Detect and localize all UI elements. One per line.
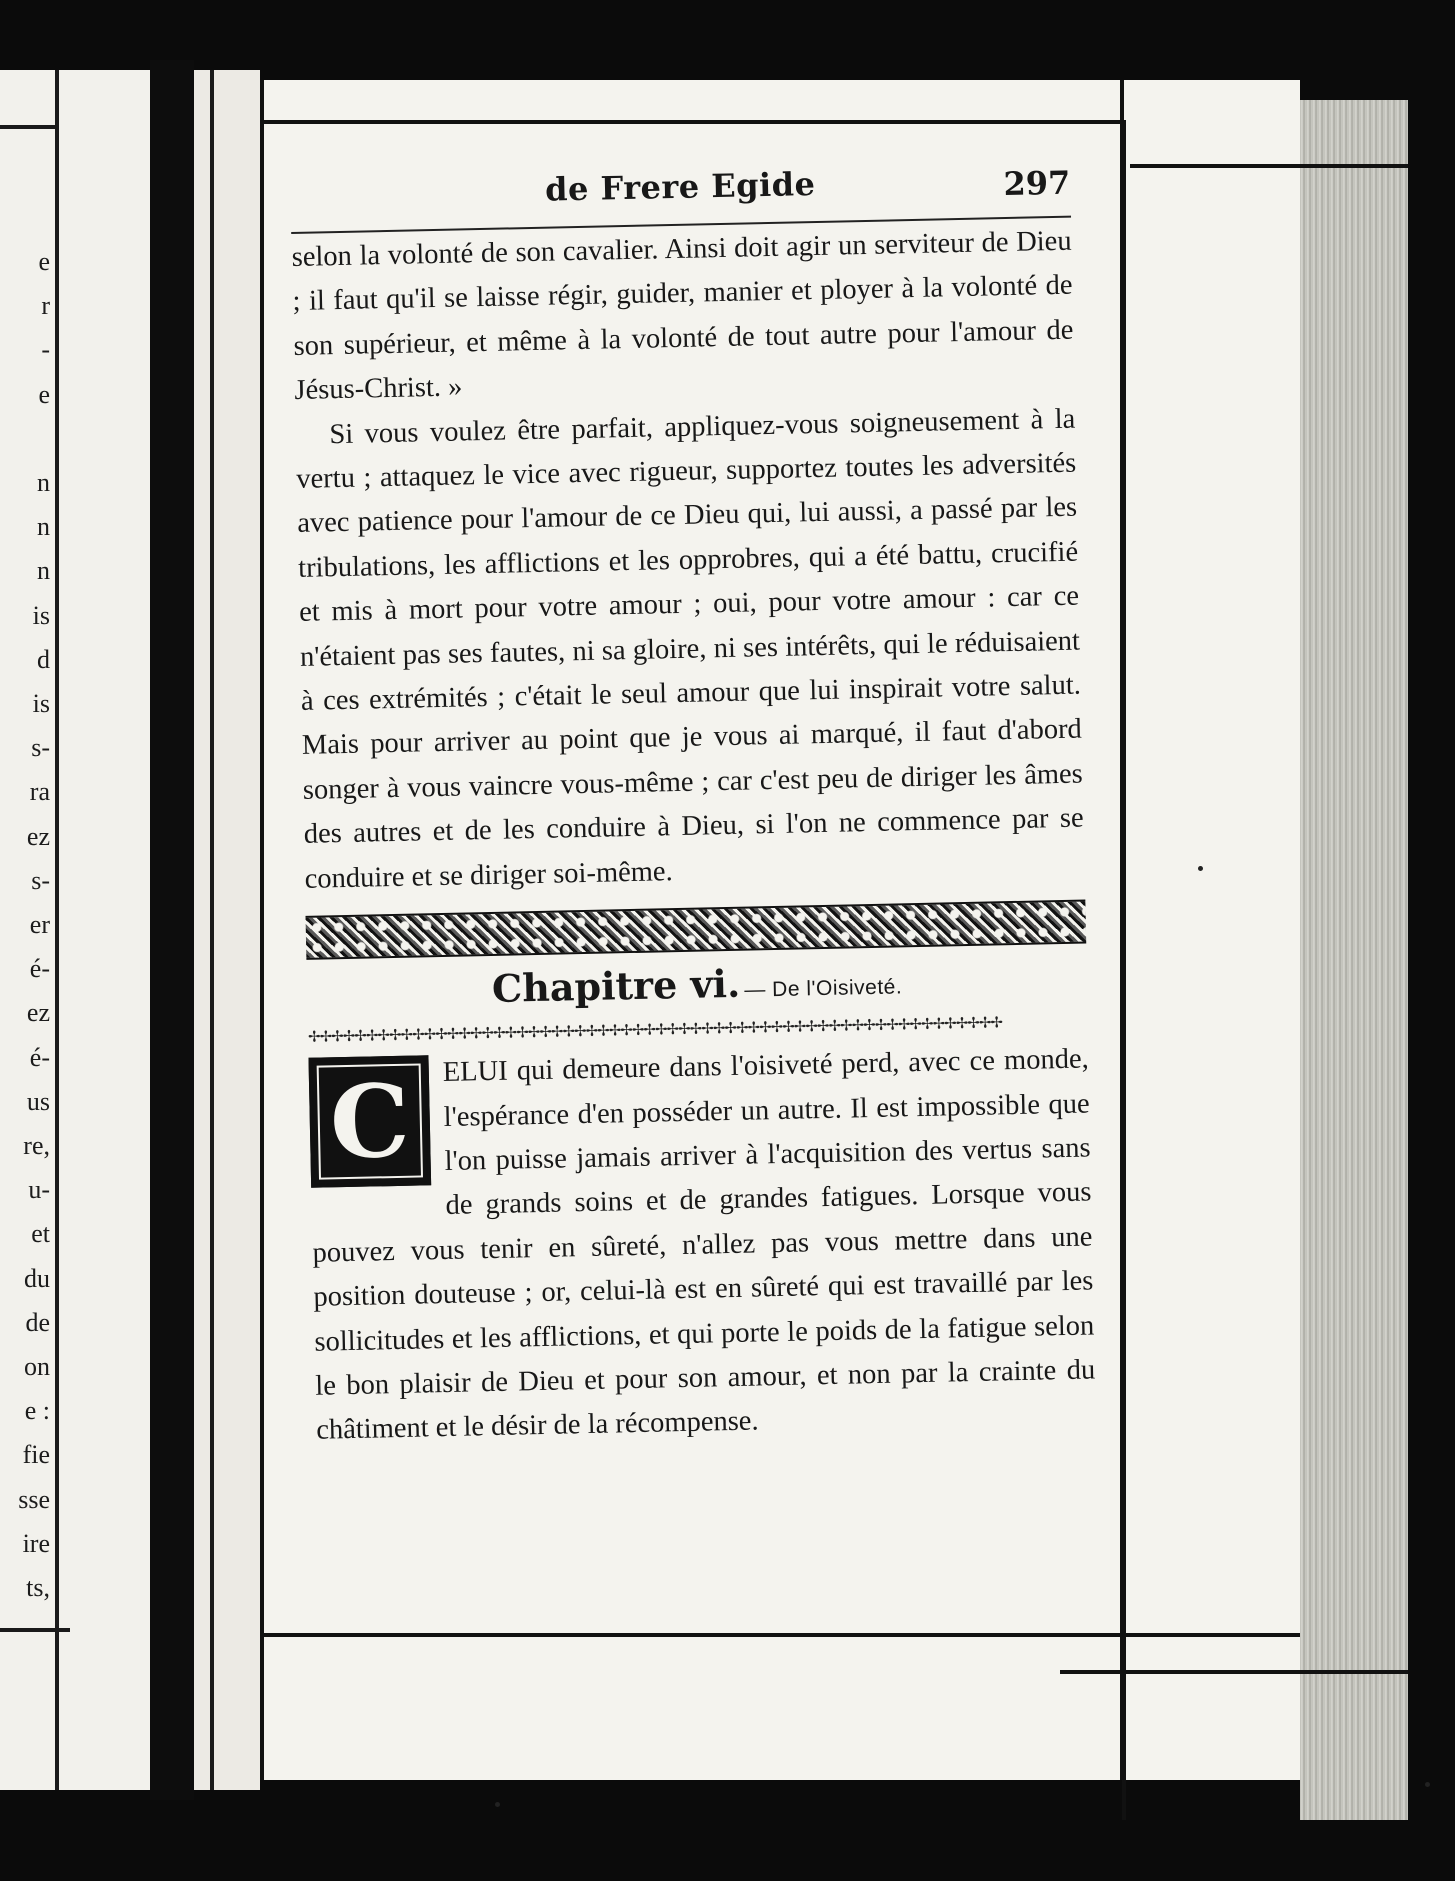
page-number: 297: [1003, 163, 1071, 204]
gutter-frame-line: [210, 70, 214, 1790]
fore-edge-rule-top: [1130, 164, 1408, 168]
left-page-fragment: d: [37, 644, 50, 674]
left-page-fragment: ez: [26, 998, 50, 1028]
page-frame-top: [260, 120, 1120, 124]
left-page-fragment: ire: [22, 1528, 50, 1558]
left-page-fragment: us: [26, 1086, 50, 1116]
floral-ornament-band: [305, 900, 1086, 960]
left-page-fragment: er: [29, 910, 50, 940]
left-page-fragment: u-: [28, 1175, 50, 1205]
left-page-fragment: r: [41, 291, 50, 321]
left-page-fragment: s-: [31, 865, 50, 895]
left-page-top-rule: [0, 125, 55, 129]
left-page-fragment: e: [38, 379, 50, 409]
left-page-fragment: e: [38, 247, 50, 276]
left-page-fragment: s-: [31, 733, 50, 763]
left-page-fragment: ts,: [26, 1573, 50, 1603]
cross-ornament-rule: ✢✢✢✢✢✢✢✢✢✢✢✢✢✢✢✢✢✢✢✢✢✢✢✢✢✢✢✢✢✢✢✢✢✢✢✢✢✢✢✢✢✢✢✢✢✢✢✢✢✢✢✢✢✢✢✢✢✢✢✢: [307, 1013, 1003, 1046]
page-frame-bottom: [260, 1633, 1300, 1637]
gutter-margin: [194, 70, 260, 1790]
running-title: de Frere Egide: [544, 165, 816, 209]
chapter-subtitle: — De l'Oisiveté.: [744, 975, 903, 1002]
left-page-fragment: n: [37, 468, 50, 498]
drop-cap-letter: C: [328, 1061, 411, 1182]
left-page-fragment: is: [32, 689, 50, 719]
fore-edge-frame-line: [1122, 120, 1126, 1820]
left-page-fragment: de: [25, 1307, 50, 1337]
left-page-fragment: sse: [18, 1484, 50, 1514]
scan-speck: [495, 1802, 500, 1807]
left-page-frame-line: [55, 70, 59, 1790]
scan-speck: [1198, 866, 1203, 871]
left-page-bottom-rule: [0, 1628, 70, 1632]
chapter-title: Chapitre vi.: [491, 960, 741, 1012]
left-page-fragment: n: [37, 556, 50, 586]
decorated-drop-cap: [308, 1055, 431, 1187]
paragraph: Si vous voulez être parfait, appliquez-vous soigneusement à la vertu ; attaquez le vice avec rigueur, supportez toutes les adversités avec patience pour l'amour de ce Dieu qui, lui aussi, a passé par les tribulations, les afflictions et les opprobres, qui a été battu, crucifié et mis à mort pour votre amour ; oui, pour votre amour : car ce n'étaient pas ses fautes, ni sa gloire, ni ses intérêts, qui le réduisaient à ces extrémités ; c'était le seul amour que lui inspirait votre salut. Mais pour arriver au point que je vous ai marqué, il faut d'abord songer à vous vaincre vous-même ; car c'est peu de diriger les âmes des autres et de les conduire à Dieu, si l'on ne commence par se conduire et se diriger soi-même.: [296, 403, 1084, 895]
left-page-fragment: et: [31, 1219, 50, 1249]
left-facing-page: [0, 70, 150, 1790]
left-page-text-fragments: [0, 240, 50, 1610]
left-page-fragment: ez: [26, 821, 50, 851]
left-page-fragment: re,: [23, 1131, 50, 1161]
left-page-fragment: is: [32, 600, 50, 630]
left-page-fragment: -: [41, 335, 50, 365]
left-page-fragment: fie: [22, 1440, 50, 1470]
book-gutter: [150, 60, 194, 1800]
left-page-fragment: n: [37, 512, 50, 542]
left-page-fragment: du: [24, 1263, 50, 1293]
left-page-fragment: é-: [29, 1042, 50, 1072]
book-fore-edge: [1300, 100, 1408, 1820]
left-page-fragment: e :: [24, 1396, 50, 1426]
fore-edge-rule-bottom: [1060, 1670, 1408, 1674]
text-block: [290, 160, 1097, 1454]
left-page-fragment: ra: [29, 777, 50, 807]
left-page-fragment: é-: [29, 954, 50, 984]
page-frame-left: [260, 80, 264, 1780]
paragraph-continued: selon la volonté de son cavalier. Ainsi doit agir un serviteur de Dieu ; il faut qu'il se laisse régir, guider, manier et ployer à la volonté de son supérieur, et même à la volonté de tout autre pour l'amour de Jésus-Christ. »: [291, 225, 1074, 407]
chapter-paragraph: ELUI qui demeure dans l'oisiveté perd, avec ce monde, l'espérance d'en posséder un autre. Il est impossible que l'on puisse jamais arriver à l'acquisition des vertus sans de grands soins et de grandes fatigues. Lorsque vous pouvez vous tenir en sûreté, n'allez pas vous mettre dans une position douteuse ; or, celui-là est en sûreté qui est travaillé par les sollicitudes et les afflictions, et qui porte le poids de la fatigue selon le bon plaisir de Dieu et pour son amour, et non par la crainte du châtiment et le désir de la récompense.: [312, 1043, 1096, 1447]
left-page-fragment: [0, 417, 50, 461]
left-page-fragment: on: [24, 1352, 50, 1382]
scan-speck: [1425, 1782, 1430, 1787]
